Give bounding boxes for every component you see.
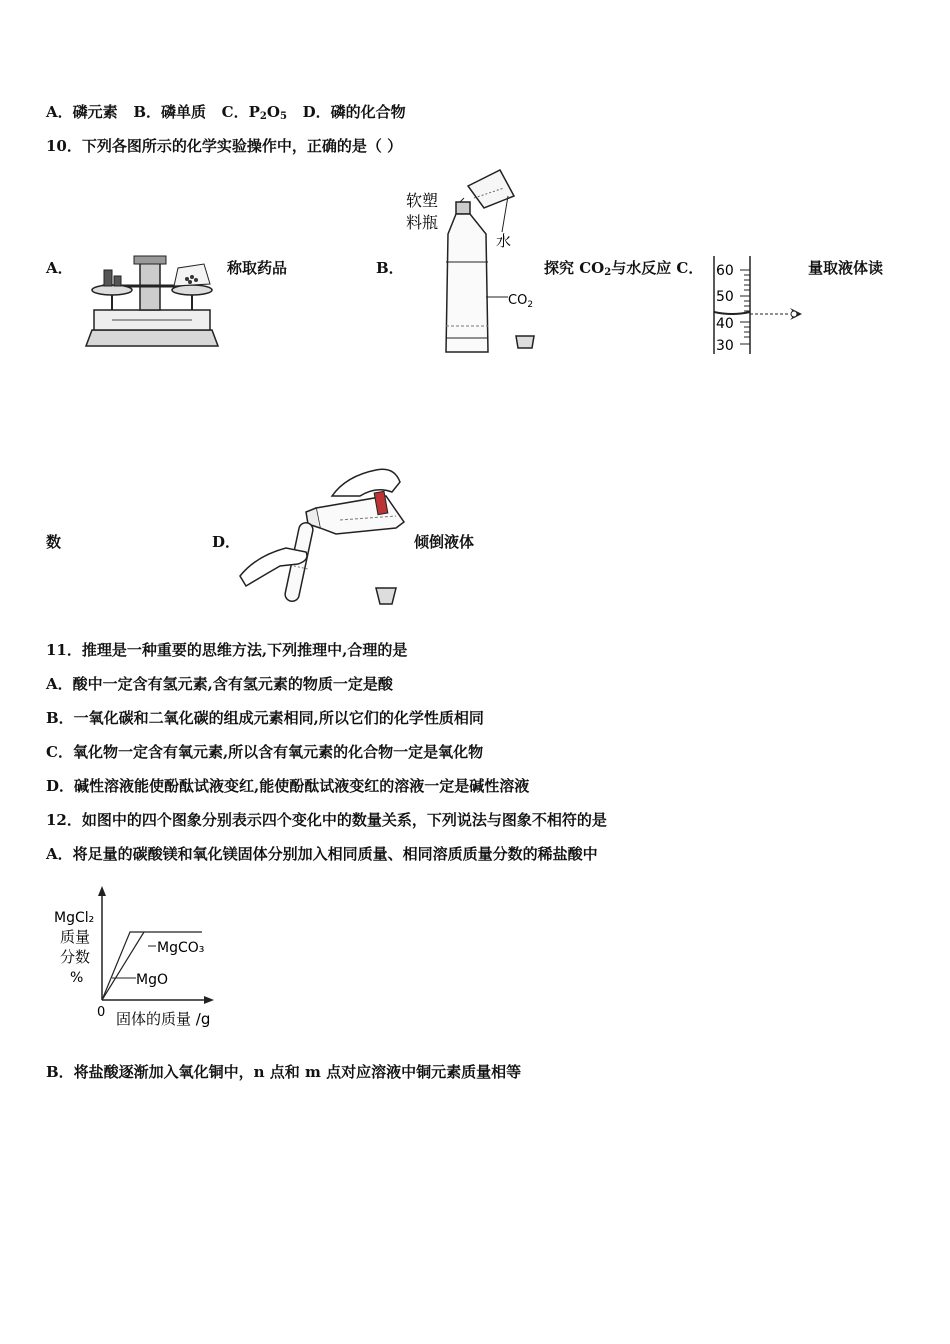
q10-option-d-text: 倾倒液体 (414, 533, 475, 551)
q9-option-b: B．磷单质 (133, 103, 206, 121)
q9-option-d: D．磷的化合物 (302, 103, 406, 121)
q10-stem: 10．下列各图所示的化学实验操作中，正确的是（ ） (46, 137, 403, 155)
bottle-label-line2: 料瓶 (406, 213, 439, 232)
q10-option-a-letter: A． (46, 259, 73, 277)
graph-x-label: 固体的质量 /g (116, 1010, 211, 1028)
graduated-cylinder-figure (710, 254, 810, 356)
q9-options (46, 102, 406, 122)
bottle-label-line1: 软塑 (406, 191, 439, 210)
series-label-mgco3: MgCO₃ (157, 940, 205, 956)
q9-option-a: A．磷元素 (46, 103, 118, 121)
balance-figure (82, 246, 222, 350)
water-label: 水 (496, 232, 512, 250)
q11-option-b: B．一氧化碳和二氧化碳的组成元素相同,所以它们的化学性质相同 (46, 709, 484, 727)
co2-label: $CO_2$ (508, 293, 534, 310)
series-label-mgo: MgO (136, 972, 168, 988)
tick-label-40: 40 (716, 316, 734, 332)
tick-label-30: 30 (716, 338, 734, 354)
q9-option-c: C．$P_2O_5$ (221, 103, 287, 122)
graph-y-label-2: 质量 (60, 928, 91, 946)
q10-option-c-text-cont: 数 (46, 533, 62, 551)
q10-option-a-text: 称取药品 (227, 259, 288, 277)
y-axis-arrow (98, 886, 106, 896)
tick-label-60: 60 (716, 263, 734, 279)
mgcl2-mass-fraction-graph (52, 884, 232, 1032)
q11-stem: 11．推理是一种重要的思维方法,下列推理中,合理的是 (46, 641, 408, 659)
series-line-mgco3 (102, 932, 144, 1000)
q10-option-c-text: 量取液体读 (808, 259, 884, 277)
graph-y-label-1: MgCl₂ (54, 910, 95, 926)
q12-option-b: B．将盐酸逐渐加入氧化铜中，n 点和 m 点对应溶液中铜元素质量相等 (46, 1063, 522, 1081)
pouring-liquid-figure (236, 456, 412, 612)
q10-option-b-letter: B． (376, 259, 404, 277)
q11-option-d: D．碱性溶液能使酚酞试液变红,能使酚酞试液变红的溶液一定是碱性溶液 (46, 777, 530, 795)
q11-option-c: C．氧化物一定含有氧元素,所以含有氧元素的化合物一定是氧化物 (46, 743, 484, 761)
graph-y-label-3: 分数 (60, 948, 91, 966)
q11-option-a: A．酸中一定含有氢元素,含有氢元素的物质一定是酸 (46, 675, 393, 693)
q10-option-d-letter: D． (212, 533, 241, 551)
q12-option-a: A．将足量的碳酸镁和氧化镁固体分别加入相同质量、相同溶质质量分数的稀盐酸中 (46, 845, 598, 863)
q12-stem: 12．如图中的四个图象分别表示四个变化中的数量关系，下列说法与图象不相符的是 (46, 811, 607, 829)
graph-y-label-4: % (70, 970, 84, 986)
plastic-bottle-co2-figure (404, 166, 544, 356)
tick-label-50: 50 (716, 289, 734, 305)
graph-origin: 0 (97, 1005, 106, 1020)
x-axis-arrow (204, 996, 214, 1004)
q10-option-b-text: 探究 $CO_2$与水反应 C． (544, 259, 704, 278)
